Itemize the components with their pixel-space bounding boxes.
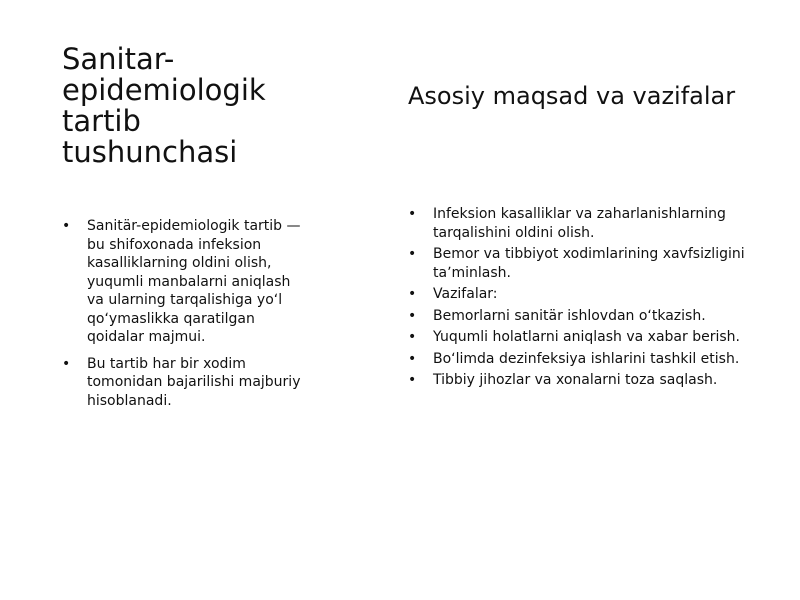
left-bullet-item: • Bu tartib har bir xodim tomonidan bajarilishi majburiy hisoblanadi. (62, 355, 307, 411)
left-bullet-list (62, 217, 307, 418)
left-bullet-item: • Sanitär-epidemiologik tartib — bu shifoxonada infeksion kasalliklarning oldini olish, yuqumli manbalarni aniqlash va ularning tarqalishiga yoʻl qoʻymaslikka qaratilgan qoidalar majmui. (62, 217, 307, 347)
right-bullet-item: • Bemor va tibbiyot xodimlarining xavfsizligini taʼminlash. (408, 245, 778, 282)
right-title: Asosiy maqsad va vazifalar (408, 82, 736, 110)
right-bullet-item: • Boʻlimda dezinfeksiya ishlarini tashkil etish. (408, 350, 778, 369)
left-column-title-block (62, 44, 312, 168)
right-bullet-item: • Tibbiy jihozlar va xonalarni toza saqlash. (408, 371, 778, 390)
right-column-title-block (408, 78, 778, 114)
left-title: Sanitar-epidemiologik tartib tushunchasi (62, 42, 266, 169)
right-bullet-item: • Bemorlarni sanitär ishlovdan oʻtkazish. (408, 307, 778, 326)
right-bullet-list (408, 205, 778, 393)
right-bullet-item: • Yuqumli holatlarni aniqlash va xabar berish. (408, 328, 778, 347)
right-bullet-item: • Infeksion kasalliklar va zaharlanishlarning tarqalishini oldini olish. (408, 205, 778, 242)
right-bullet-item: • Vazifalar: (408, 285, 778, 304)
